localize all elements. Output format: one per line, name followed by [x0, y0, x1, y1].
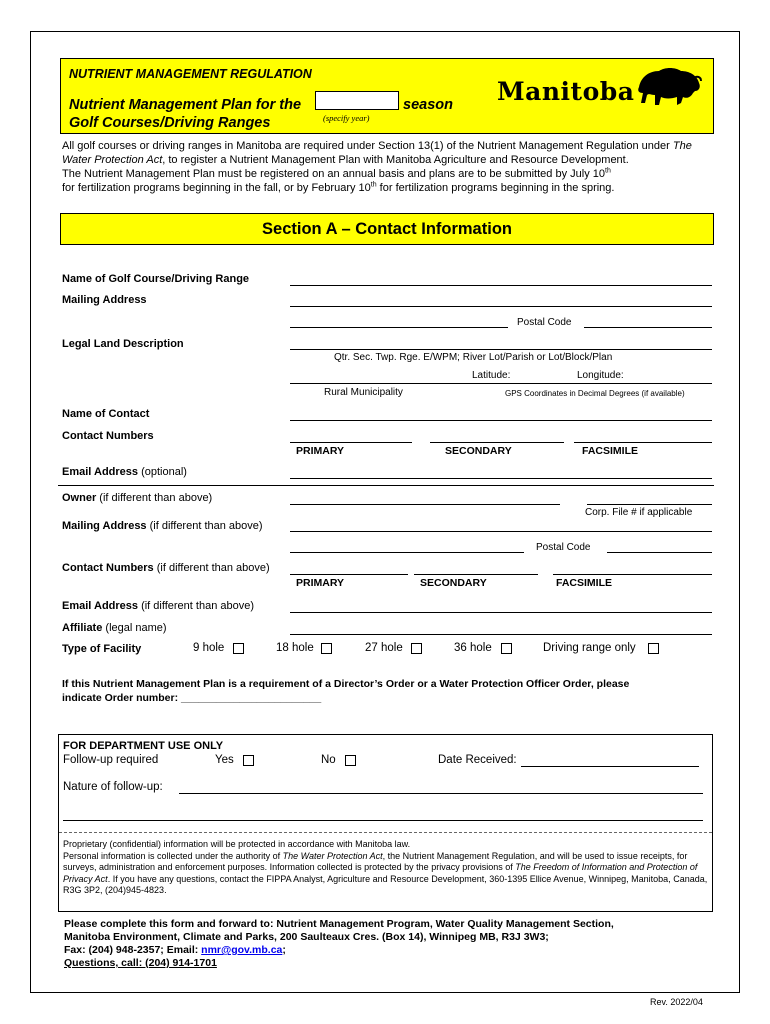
follow-up-no-label: No — [321, 754, 336, 766]
mailing-address-line2-field[interactable] — [290, 327, 508, 328]
option-36-hole-label: 36 hole — [454, 642, 492, 654]
option-driving-range-label: Driving range only — [543, 642, 636, 654]
email-link[interactable]: nmr@gov.mb.ca — [201, 944, 283, 956]
checkbox-36-hole[interactable] — [501, 643, 512, 654]
date-received-label: Date Received: — [438, 754, 517, 766]
privacy-notice: Proprietary (confidential) information will be protected in accordance with Manitoba law. Personal information is collected under the authority of The Water Protection Act, the Nutrient Management Regulation, and will be used to issue receipts, for surveys, administration and enforcement purposes. Information collected is protected by the privacy provisions of The Freedom of Information and Protection of Privacy Act. If you have any questions, contact the FIPPA Analyst, Agriculture and Resource Development, 360-1395 Ellice Avenue, Winnipeg, Manitoba, Canada, R3G 3P2, (204)945-4823. — [63, 839, 708, 895]
owner-email-label: Email Address (if different than above) — [62, 600, 254, 612]
section-divider — [58, 485, 714, 486]
primary-phone-field[interactable] — [290, 442, 412, 443]
owner-label: Owner (if different than above) — [62, 492, 213, 504]
latitude-label: Latitude: — [472, 370, 511, 381]
owner-primary-label: PRIMARY — [296, 577, 345, 589]
owner-mailing-label: Mailing Address (if different than above) — [62, 520, 263, 532]
logo-wordmark: Manitoba — [497, 77, 635, 106]
owner-facsimile-label: FACSIMILE — [556, 577, 613, 589]
option-27-hole-label: 27 hole — [365, 642, 403, 654]
owner-secondary-field[interactable] — [414, 574, 538, 575]
legal-land-field[interactable] — [290, 349, 712, 350]
form-header — [60, 58, 714, 134]
date-received-field[interactable] — [521, 766, 699, 767]
postal-code-field[interactable] — [584, 327, 712, 328]
nature-follow-up-label: Nature of follow-up: — [63, 781, 163, 793]
postal-code-label: Postal Code — [517, 317, 572, 328]
email-label: Email Address (optional) — [62, 466, 187, 478]
follow-up-no-checkbox[interactable] — [345, 755, 356, 766]
section-a-title: Section A – Contact Information — [60, 213, 714, 245]
legal-land-label: Legal Land Description — [62, 338, 184, 350]
checkbox-27-hole[interactable] — [411, 643, 422, 654]
owner-field[interactable] — [290, 504, 560, 505]
email-field[interactable] — [290, 478, 712, 479]
questions-line: Questions, call: (204) 914-1701 — [64, 957, 217, 969]
submission-instructions: Please complete this form and forward to: Nutrient Management Program, Water Quality Management Section, Manitoba Environment, Climate and Parks, 200 Saulteaux Cres. (Box 14), Winnipeg MB, R3J 3W3; Fax: (204) 948-2357; Email: nmr@gov.mb.ca; Questions, call: (204) 914-1701 — [64, 918, 614, 969]
contact-name-field[interactable] — [290, 420, 712, 421]
primary-label: PRIMARY — [296, 445, 345, 457]
follow-up-label: Follow-up required — [63, 754, 159, 766]
owner-postal-code-label: Postal Code — [536, 542, 591, 553]
owner-primary-field[interactable] — [290, 574, 408, 575]
golf-course-name-field[interactable] — [290, 285, 712, 286]
owner-secondary-label: SECONDARY — [420, 577, 487, 589]
bison-icon — [635, 65, 703, 109]
checkbox-18-hole[interactable] — [321, 643, 332, 654]
mailing-address-label: Mailing Address — [62, 294, 147, 306]
owner-postal-code-field[interactable] — [607, 552, 712, 553]
intro-text: All golf courses or driving ranges in Manitoba are required under Section 13(1) of the Nutrient Management Regulation under The Water Protection Act, to register a Nutrient Management Plan with Manitoba Agriculture and Resource Development. The Nutrient Management Plan must be registered on an annual basis and plans are to be submitted by July 10th for fertilization programs beginning in the fall, or by February 10th for fertilization programs beginning in the spring. — [62, 140, 692, 194]
facility-type-label: Type of Facility — [62, 643, 142, 655]
manitoba-logo — [497, 63, 705, 113]
contact-name-label: Name of Contact — [62, 408, 150, 420]
plan-title-line1: Nutrient Management Plan for the — [69, 97, 302, 113]
owner-mailing-field[interactable] — [290, 531, 712, 532]
secondary-label: SECONDARY — [445, 445, 512, 457]
affiliate-label: Affiliate (legal name) — [62, 622, 167, 634]
rural-municipality-field[interactable] — [290, 383, 712, 384]
regulation-title: NUTRIENT MANAGEMENT REGULATION — [69, 67, 312, 81]
order-note-line1: If this Nutrient Management Plan is a requirement of a Director’s Order or a Water Protection Officer Order, please — [62, 678, 630, 690]
option-9-hole-label: 9 hole — [193, 642, 225, 654]
follow-up-yes-checkbox[interactable] — [243, 755, 254, 766]
checkbox-driving-range[interactable] — [648, 643, 659, 654]
season-label: season — [403, 97, 453, 113]
secondary-phone-field[interactable] — [430, 442, 564, 443]
longitude-label: Longitude: — [577, 370, 624, 381]
plan-title-line2: Golf Courses/Driving Ranges — [69, 115, 271, 131]
owner-email-field[interactable] — [290, 612, 712, 613]
contact-numbers-label: Contact Numbers — [62, 430, 154, 442]
dashed-divider — [59, 832, 712, 833]
order-note-line2: indicate Order number: ________________________ — [62, 692, 322, 704]
affiliate-field[interactable] — [290, 634, 712, 635]
department-use-title: FOR DEPARTMENT USE ONLY — [63, 740, 224, 752]
specify-year-hint: (specify year) — [323, 113, 370, 123]
owner-mailing-line2-field[interactable] — [290, 552, 524, 553]
owner-contact-numbers-label: Contact Numbers (if different than above) — [62, 562, 270, 574]
gps-note: GPS Coordinates in Decimal Degrees (if available) — [505, 389, 685, 398]
golf-course-name-label: Name of Golf Course/Driving Range — [62, 273, 250, 285]
corp-file-label: Corp. File # if applicable — [585, 507, 693, 518]
fax-field[interactable] — [574, 442, 712, 443]
checkbox-9-hole[interactable] — [233, 643, 244, 654]
nature-follow-up-field[interactable] — [179, 793, 703, 794]
department-use-box — [58, 734, 713, 912]
season-year-field[interactable] — [315, 91, 399, 110]
option-18-hole-label: 18 hole — [276, 642, 314, 654]
revision-label: Rev. 2022/04 — [650, 997, 703, 1007]
facsimile-label: FACSIMILE — [582, 445, 639, 457]
nature-follow-up-line2[interactable] — [63, 820, 703, 821]
rural-municipality-label: Rural Municipality — [324, 387, 403, 398]
follow-up-yes-label: Yes — [215, 754, 234, 766]
mailing-address-field[interactable] — [290, 306, 712, 307]
corp-file-field[interactable] — [587, 504, 712, 505]
owner-fax-field[interactable] — [553, 574, 712, 575]
legal-land-hint: Qtr. Sec. Twp. Rge. E/WPM; River Lot/Parish or Lot/Block/Plan — [334, 352, 613, 363]
